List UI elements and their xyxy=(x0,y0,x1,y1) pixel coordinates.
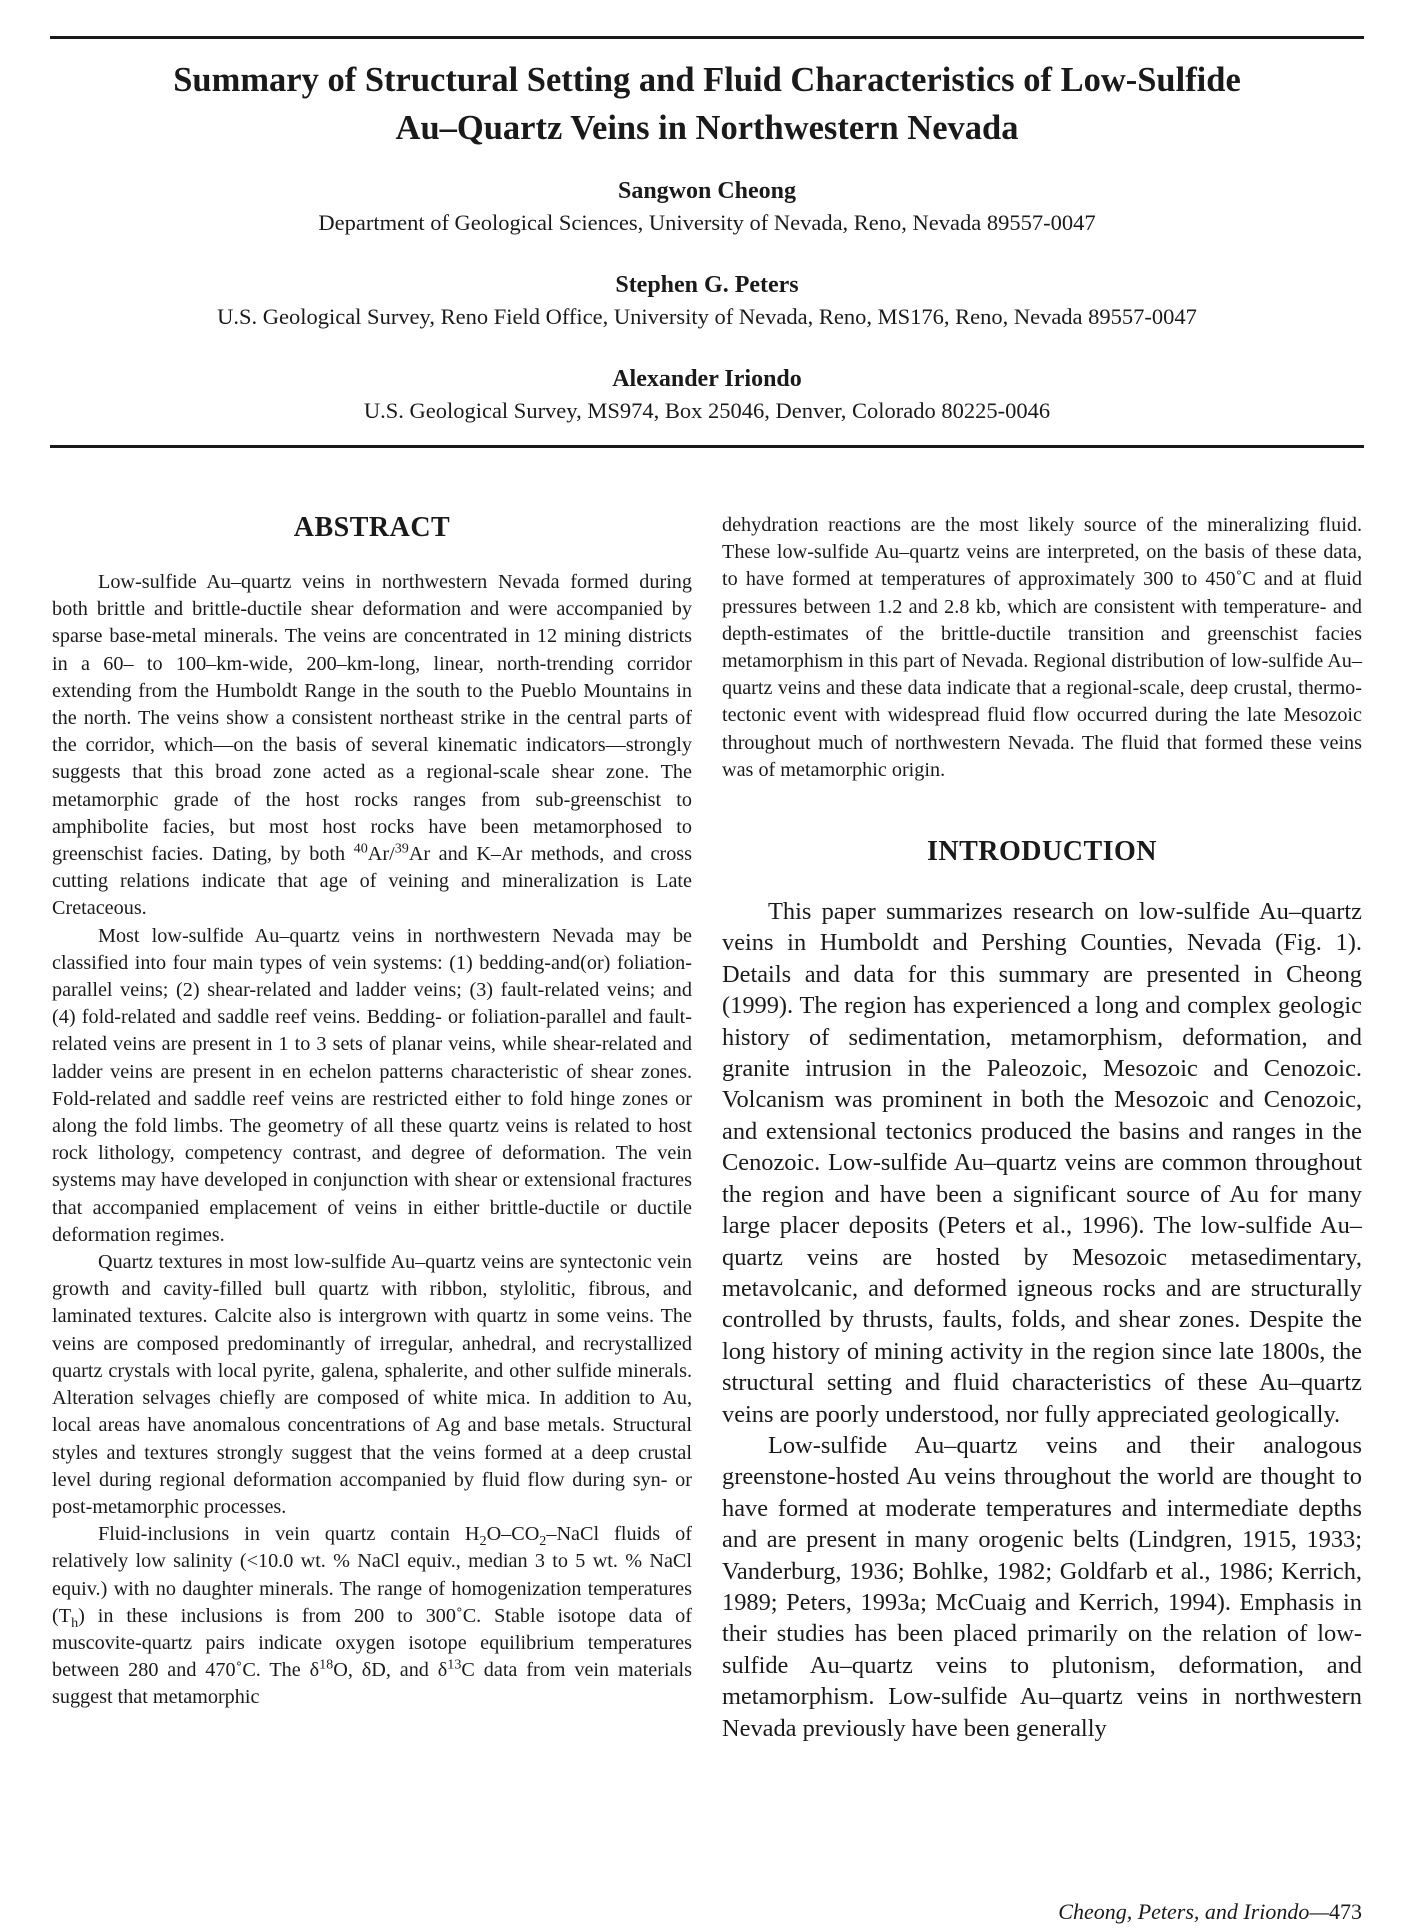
author-affiliation: U.S. Geological Survey, Reno Field Office, University of Nevada, Reno, MS176, Reno, Nevada 89557-0047 xyxy=(217,304,1197,329)
abstract-paragraph-4: Fluid-inclusions in vein quartz contain $H_2O-CO_2$–NaCl fluids of relatively low salinity (<10.0 wt. % NaCl equiv., median 3 to 5 wt. % NaCl equiv.) with no daughter minerals. The range of homogenization temperatures $(T_h)$ in these inclusions is from 200 to 300˚C. Stable isotope data of muscovite-quartz pairs indicate oxygen isotope equilibrium temperatures between 280 and 470˚C. The $\delta^{18}O$, δD, and $\delta^{13}C$ data from vein materials suggest that metamorphic xyxy=(52,1523,692,1709)
page-number: 473 xyxy=(1329,1899,1362,1924)
right-column xyxy=(722,512,1362,1744)
author-affiliation: U.S. Geological Survey, MS974, Box 25046, Denver, Colorado 80225-0046 xyxy=(363,398,1051,423)
left-column xyxy=(52,510,692,1712)
running-authors: Cheong, Peters, and Iriondo xyxy=(1058,1899,1310,1924)
author-name: Alexander Iriondo xyxy=(612,366,802,392)
author-name: Sangwon Cheong xyxy=(617,178,797,204)
footer-dash: — xyxy=(1309,1899,1329,1924)
top-rule xyxy=(50,36,1364,39)
page-footer xyxy=(1058,1898,1362,1926)
abstract-paragraph-4-continued: dehydration reactions are the most likely source of the mineralizing fluid. These low-sulfide Au–quartz veins are interpreted, on the basis of these data, to have formed at temperatures of approximately 300 to 450˚C and at fluid pressures between 1.2 and 2.8 kb, which are consistent with temperature- and depth-estimates of the brittle-ductile transition and greenschist facies metamorphism in this part of Nevada. Regional distribution of low-sulfide Au–quartz veins and these data indicate that a regional-scale, deep crustal, thermo-tectonic event with widespread fluid flow occurred during the late Mesozoic throughout much of northwestern Nevada. The fluid that formed these veins was of metamorphic origin. xyxy=(722,514,1362,781)
introduction-paragraph-1: This paper summarizes research on low-sulfide Au–quartz veins in Humboldt and Pershing Counties, Nevada (Fig. 1). Details and data for this summary are presented in Cheong (1999). The region has experienced a long and complex geologic history of sedimentation, metamorphism, deformation, and granite intrusion in the Paleozoic, Mesozoic and Cenozoic. Volcanism was prominent in both the Mesozoic and Cenozoic, and extensional tectonics produced the basins and ranges in the Cenozoic. Low-sulfide Au–quartz veins are common throughout the region and have been a significant source of Au for many large placer deposits (Peters et al., 1996). The low-sulfide Au–quartz veins are hosted by Mesozoic metasedimentary, metavolcanic, and deformed igneous rocks and are structurally controlled by thrusts, faults, folds, and shear zones. Despite the long history of mining activity in the region since late 1800s, the structural setting and fluid characteristics of these Au–quartz veins are poorly understood, nor fully appreciated geologically. xyxy=(722,898,1362,1428)
paper-title-line-1: Summary of Structural Setting and Fluid Characteristics of Low-Sulfide xyxy=(173,61,1241,99)
paper-title-line-2: Au–Quartz Veins in Northwestern Nevada xyxy=(395,109,1019,147)
abstract-heading: ABSTRACT xyxy=(293,512,451,543)
introduction-heading: INTRODUCTION xyxy=(926,836,1158,868)
header-divider xyxy=(50,445,1364,448)
abstract-paragraph-3: Quartz textures in most low-sulfide Au–quartz veins are syntectonic vein growth and cavity-filled bull quartz with ribbon, stylolitic, fibrous, and laminated textures. Calcite also is intergrown with quartz in some veins. The veins are composed predominantly of irregular, anhedral, and recrystallized quartz crystals with local pyrite, galena, sphalerite, and other sulfide minerals. Alteration selvages chiefly are composed of white mica. In addition to Au, local areas have anomalous concentrations of Ag and base metals. Structural styles and textures strongly suggest that the veins formed at a deep crustal level during regional deformation accompanied by fluid flow during syn- or post-metamorphic processes. xyxy=(52,1251,692,1518)
paper-title xyxy=(50,56,1364,152)
author-affiliation: Department of Geological Sciences, University of Nevada, Reno, Nevada 89557-0047 xyxy=(318,210,1096,235)
abstract-paragraph-1: Low-sulfide Au–quartz veins in northwestern Nevada formed during both brittle and brittle-ductile shear deformation and were accompanied by sparse base-metal minerals. The veins are concentrated in 12 mining districts in a 60– to 100–km-wide, 200–km-long, linear, north-trending corridor extending from the Humboldt Range in the south to the Pueblo Mountains in the north. The veins show a consistent northeast strike in the central parts of the corridor, which—on the basis of several kinematic indicators—strongly suggests that this broad zone acted as a regional-scale shear zone. The metamorphic grade of the host rocks ranges from sub-greenschist to amphibolite facies, but most host rocks have been metamorphosed to greenschist facies. Dating, by both $^{40}$Ar/$^{39}$Ar and K–Ar methods, and cross cutting relations indicate that age of veining and mineralization is Late Cretaceous. xyxy=(52,571,692,920)
introduction-paragraph-2: Low-sulfide Au–quartz veins and their analogous greenstone-hosted Au veins throughout the world are thought to have formed at moderate temperatures and intermediate depths and are present in many orogenic belts (Lindgren, 1915, 1933; Vanderburg, 1936; Bohlke, 1982; Goldfarb et al., 1986; Kerrich, 1989; Peters, 1993a; McCuaig and Kerrich, 1994). Emphasis in their studies has been placed primarily on the relation of low-sulfide Au–quartz veins to plutonism, deformation, and metamorphism. Low-sulfide Au–quartz veins in northwestern Nevada previously have been generally xyxy=(722,1431,1362,1742)
abstract-paragraph-2: Most low-sulfide Au–quartz veins in northwestern Nevada may be classified into four main types of vein systems: (1) bedding-and(or) foliation-parallel veins; (2) shear-related and ladder veins; (3) fault-related veins; and (4) fold-related and saddle reef veins. Bedding- or foliation-parallel and fault-related veins are present in 1 to 3 sets of planar veins, while shear-related and ladder veins are present in en echelon patterns characteristic of shear zones. Fold-related and saddle reef veins are restricted either to fold hinge zones or along the fold limbs. The geometry of all these quartz veins is related to host rock lithology, competency contrast, and degree of deformation. The vein systems may have developed in conjunction with shear or extensional fractures that accompanied emplacement of veins in either brittle-ductile or ductile deformation regimes. xyxy=(52,924,692,1246)
author-name: Stephen G. Peters xyxy=(615,272,799,298)
